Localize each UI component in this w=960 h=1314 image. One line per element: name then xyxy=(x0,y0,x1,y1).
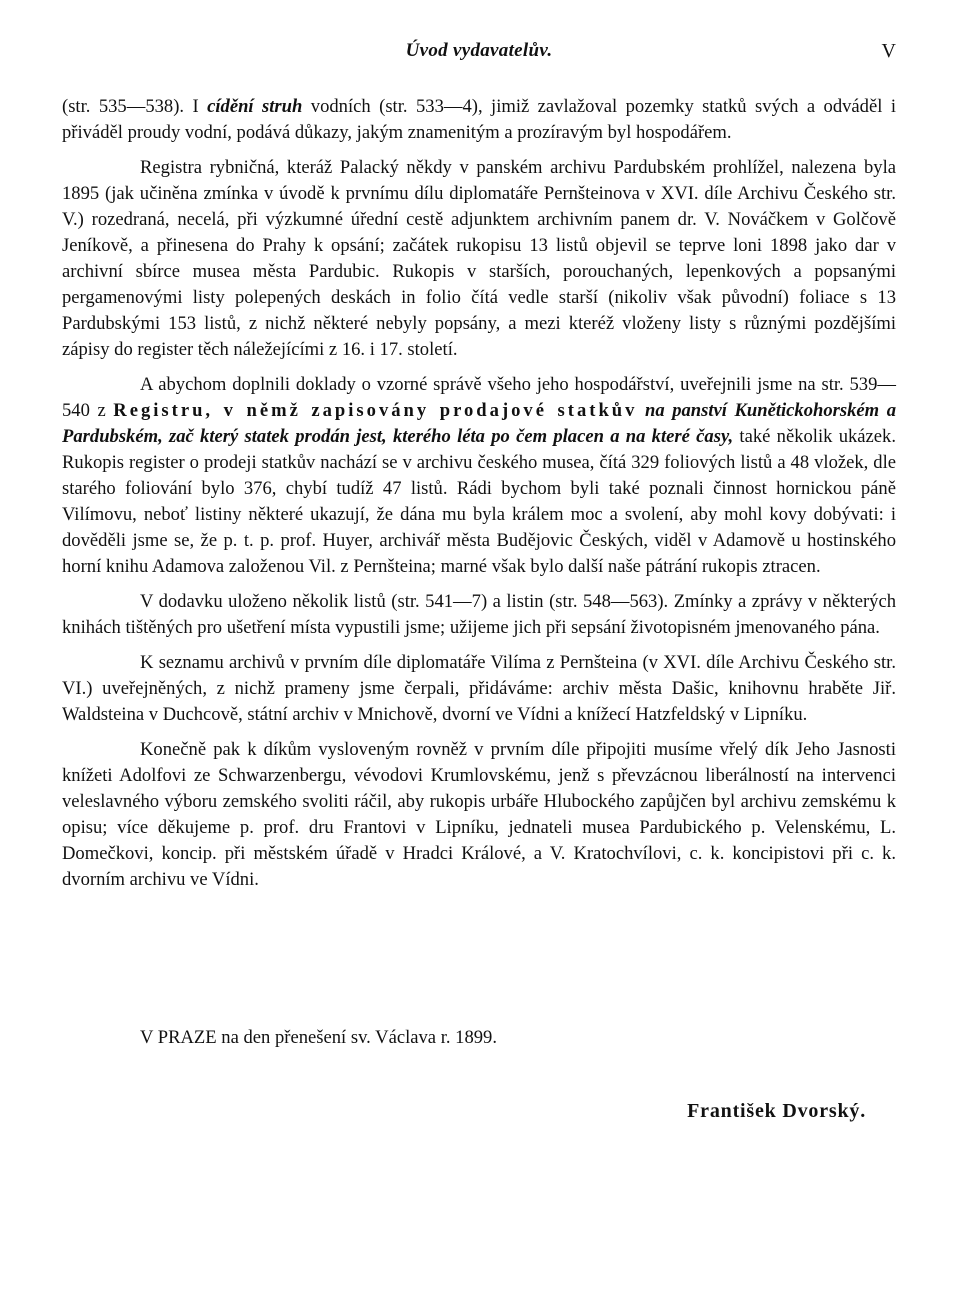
paragraph-1 xyxy=(62,94,896,146)
paragraph-3-spaced-title: Registru, v němž zapisovány prodajové statkův xyxy=(113,400,638,421)
paragraph-1-rest: vodních (str. 533—4), jimiž zavlažoval pozemky statků svých a odváděl i přiváděl proudy vodní, podává důkazy, jakým znamenitým a prozíravým byl hospodářem. xyxy=(62,96,896,143)
paragraph-5: K seznamu archivů v prvním díle diplomatáře Vilíma z Pernšteina (v XVI. díle Archivu Českého str. VI.) uveřejněných, z nichž prameny jsme čerpali, přidáváme: archiv města Dašic, knihovnu hraběte Jiř. Waldsteina v Duchcově, státní archiv v Mnichově, dvorní ve Vídni a knížecí Hatzfeldský v Lipníku. xyxy=(62,652,896,725)
paragraph-3-italic-title: na panství Kunětickohorském a Pardubském, zač který statek prodán jest, kterého léta po čem placen a na které časy, xyxy=(62,400,896,447)
paragraph-6: Konečně pak k díkům vysloveným rovněž v prvním díle připojiti musíme vřelý dík Jeho Jasnosti knížeti Adolfovi ze Schwarzenbergu, vévodovi Krumlovskému, jenž s převzácnou liberálností na intervenci veleslavného výboru zemského svoliti ráčil, aby rukopis urbáře Hlubockého zapůjčen byl archivu zemskému k opisu; více děkujeme p. prof. dru Frantovi v Lipníku, jednateli musea Pardubického p. Velenskému, L. Domečkovi, koncip. při městském úřadě v Hradci Králové, a V. Kratochvílovi, c. k. koncipistovi při c. k. dvorním archivu ve Vídni. xyxy=(62,739,896,890)
body-text xyxy=(62,94,896,902)
paragraph-3 xyxy=(62,372,896,580)
signature: František Dvorský. xyxy=(687,1100,866,1122)
page-number: V xyxy=(881,40,896,62)
paragraph-3-space xyxy=(637,400,645,421)
paragraph-1-start: (str. 535—538). I xyxy=(62,96,208,117)
header-title: Úvod vydavatelův. xyxy=(405,40,553,61)
paragraph-3-rest: také několik ukázek. Rukopis register o prodeji statkův nachází se v archivu českého musea, čítá 329 foliových listů a 48 vložek, dle starého foliování bylo 376, chybí tudíž 47 listů. Rádi bychom byli také poznali činnost hornickou páně Vilímovu, neboť listiny některé ukazují, že dána mu byla králem moc a svolení, aby mohl kovy dobývati: i dověděli jsme se, že p. t. p. prof. Huyer, archivář města Budějovic Českých, viděl v Adamově u hostinského horní knihu Adamova založenou Vil. z Pernšteina; marné však bylo další naše pátrání rukopis ztracen. xyxy=(62,426,897,577)
running-header xyxy=(62,40,896,70)
dateline: V PRAZE na den přenešení sv. Václava r. 1899. xyxy=(140,1027,497,1048)
paragraph-2: Registra rybničná, kteráž Palacký někdy v panském archivu Pardubském prohlížel, nalezena byla 1895 (jak učiněna zmínka v úvodě k prvnímu dílu diplomatáře Pernšteinova v XVI. díle Archivu Českého str. V.) rozedraná, necelá, při výzkumné úřední cestě adjunktem archivním panem dr. V. Nováčkem v Golčově Jeníkově, a přinesena do Prahy k opsání; začátek rukopisu 13 listů objevil se teprve loni 1898 jako dar v archivní sbírce musea města Pardubic. Rukopis v starších, porouchaných, lepenkových a popsanými pergamenovými listy polepených deskách in folio čítá vedle starší (nikoliv však původní) foliace s 13 Pardubskými 153 listů, z nichž některé nebyly popsány, a mezi kteréž vloženy listy s různými pozdějšími zápisy do register těch náležejícími z 16. i 17. století. xyxy=(62,157,896,360)
paragraph-4: V dodavku uloženo několik listů (str. 541—7) a listin (str. 548—563). Zmínky a zprávy v některých knihách tištěných pro ušetření místa vypustili jsme; užijeme jich při sepsání životopisném jmenovaného pána. xyxy=(62,591,896,638)
paragraph-3-start: A abychom doplnili doklady o vzorné správě všeho jeho hospodářství, uveřejnili jsme na str. 539—540 z xyxy=(62,374,896,421)
paragraph-1-emphasis: cídění struh xyxy=(207,96,303,117)
document-page xyxy=(62,0,896,1314)
